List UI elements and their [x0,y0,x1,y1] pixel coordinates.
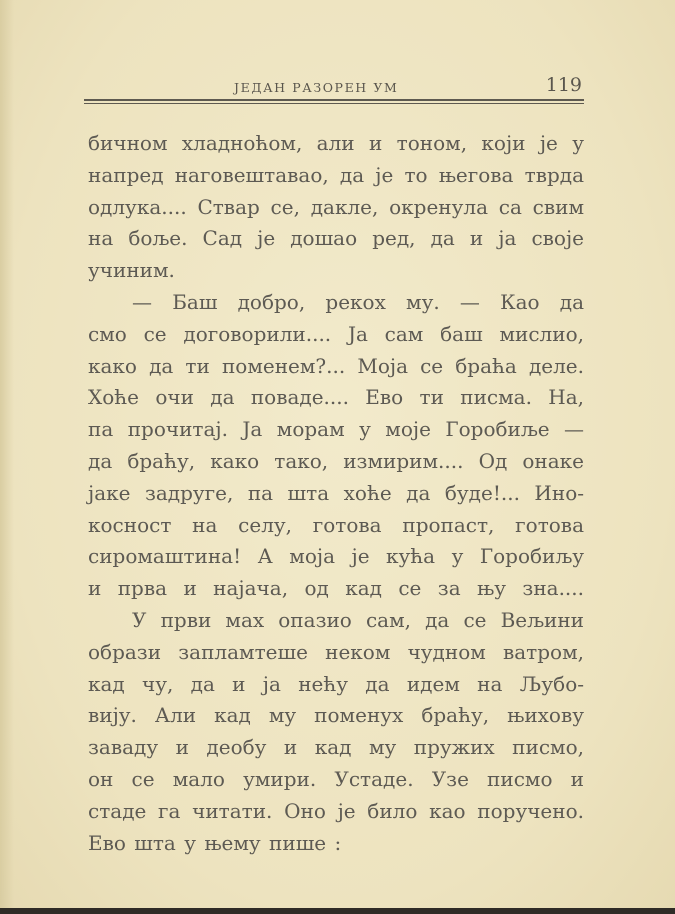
text-line: смо се договорили.... Ја сам баш мислио, [88,321,584,346]
text-line: јаке задруге, па шта хоће да буде!... Ино- [88,480,584,505]
text-line: образи запламтеше неком чудном ватром, [88,639,584,664]
text-line: кад чу, да и ја нећу да идем на Љубо- [88,671,584,696]
page-header [84,74,584,98]
text-line: напред наговештавао, да је то његова тврда [88,162,584,187]
text-line: и прва и најача, од кад се за њу зна.... [88,576,584,601]
text-line: — Баш добро, рекох му. — Као да [132,289,584,314]
running-title: ЈЕДАН РАЗОРЕН УМ [234,80,399,95]
page-gutter-shadow [0,0,14,914]
text-line: Хоће очи да поваде.... Ево ти писма. На, [88,385,584,410]
text-line: стаде га читати. Оно је било као поручено. [88,798,584,823]
text-line: заваду и деобу и кад му пружих писмо, [88,735,584,760]
text-line: како да ти поменем?... Моја се браћа деле. [88,353,584,378]
text-line: вију. Али кад му поменух браћу, њихову [88,703,584,728]
text-line: У први мах опазио сам, да се Вељини [132,607,584,632]
text-line: па прочитај. Ја морам у моје Горобиље — [88,417,584,442]
text-line: Ево шта у њему пише : [88,830,342,855]
text-line: на боље. Сад је дошао ред, да и ја своје [88,226,584,251]
header-rule-thin [84,103,584,104]
text-line: да браћу, како тако, измирим.... Од онаке [88,448,584,473]
header-rule-thick [84,99,584,101]
text-line: учиним. [88,258,175,283]
text-line: сиромаштина! А моја је кућа у Горобиљу [88,544,584,569]
body-text [88,128,584,859]
scan-bottom-edge [0,908,675,914]
text-line: бичном хладноћом, али и тоном, који је у [88,131,584,155]
text-line: одлука.... Ствар се, дакле, окренула са свим [88,194,584,219]
text-line: косност на селу, готова пропаст, готова [88,512,584,537]
text-line: он се мало умири. Устаде. Узе писмо и [88,766,584,791]
page-number: 119 [545,74,582,96]
